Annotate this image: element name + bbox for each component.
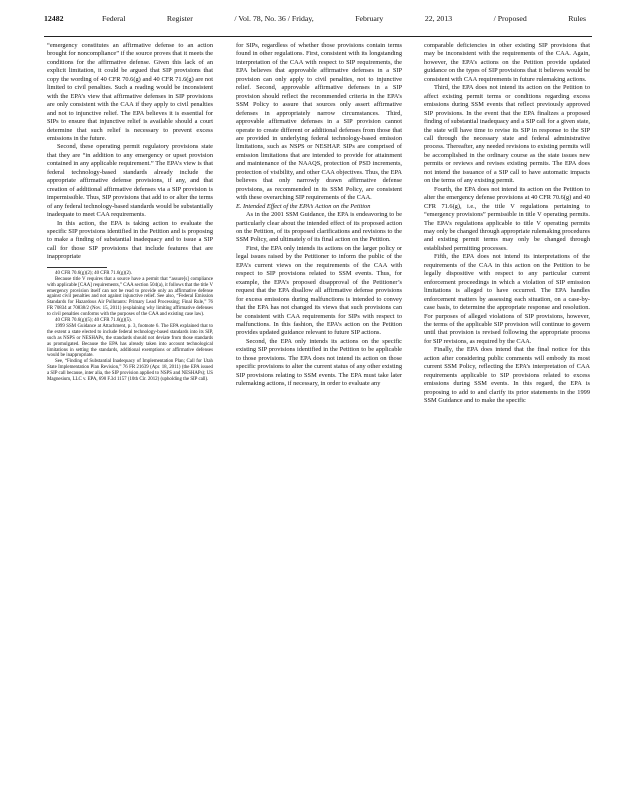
body-paragraph: Second, the EPA only intends its actions on the specific existing SIP provisions identified in the Petition to be applicable to those provisions. The EPA does not intend its action on those specific provisions to alter the current status of any other existing SIP provisions relating to SSM events. The EPA must take later rulemaking actions, if necessary, in order to evaluate any: [236, 337, 402, 388]
body-paragraph: comparable deficiencies in other existing SIP provisions that may be inconsistent with the requirements of the CAA. Again, however, the EPA’s actions on the Petition provide updated guidance on the types of SIP provisions that it believes would be consistent with CAA requirements in future rulemaking actions.: [424, 42, 590, 83]
footnote: 40 CFR 70.6(g)(2); 40 CFR 71.6(g)(2).: [55, 270, 132, 276]
column-2: [236, 42, 402, 389]
body-paragraph: In this action, the EPA is taking action to evaluate the specific SIP provisions identified in the Petition and is proposing to make a finding of substantial inadequacy and to issue a SIP call for those SIP provisions that include features that are inappropriate: [47, 219, 213, 261]
body-paragraph: Second, these operating permit regulatory provisions state that they are “in addition to any emergency or upset provision contained in any applicable requirement.” The EPA’s view is that federal technology-based standards already include the appropriate affirmative defense provisions, if any, and that creation of additional affirmative defenses via a SIP provision is impermissible. Thus, SIP provisions that add to or alter the terms of any federal technology-based standards would be substantially inadequate to meet CAA requirements.: [47, 143, 213, 219]
title-part: / Vol. 78, No. 36 / Friday,: [234, 14, 314, 23]
section-heading: E. Intended Effect of the EPA’s Action on the Petition: [236, 202, 371, 210]
column-1: [47, 42, 213, 383]
title-part: Federal: [102, 14, 126, 23]
body-paragraph: for SIPs, regardless of whether those provisions contain terms found in other regulations. First, consistent with its longstanding interpretation of the CAA with respect to SIP requirements, the EPA believes that approvable affirmative defenses in a SIP provision can only apply to civil penalties, not to injunctive relief. Second, approvable affirmative defenses in a SIP provision should reflect the recommended criteria in the EPA’s SSM Policy to assure that sources only assert affirmative defenses in appropriately narrow circumstances. Third, approvable affirmative defenses in a SIP provision cannot operate to create different or additional defenses from those that are provided in underlying federal technology-based emission limitations, such as NSPS or NESHAP. SIPs are comprised of emission limitations that are intended to provide for attainment and maintenance of the NAAQS, protection of PSD increments, protection of visibility, and other CAA objectives. Thus, the EPA believes that only narrowly drawn affirmative defense provisions, as recommended in its SSM Policy, are consistent with these overarching SIP requirements of the CAA.: [236, 42, 402, 202]
header-rule: [44, 36, 592, 37]
page-number: 12482: [44, 14, 64, 23]
title-part: / Proposed: [493, 14, 527, 23]
footnote: See, “Finding of Substantial Inadequacy of Implementation Plan; Call for Utah State Implementation Plan Revision,” 76 FR 21639 (Apr. 18, 2011) (the EPA issued a SIP call because, inter alia, the SIP provision applied to NSPS and NESHAPs); US Magnesium, LLC v. EPA, 690 F.3d 1157 (10th Cir. 2012) (upholding the SIP call).: [47, 359, 213, 383]
body-paragraph: First, the EPA only intends its actions on the larger policy or legal issues raised by the Petitioner to inform the public of the EPA’s current views on the requirements of the CAA with respect to SIP provisions related to SSM events. Thus, for example, the EPA’s proposed disapproval of the Petitioner’s request that the EPA disallow all affirmative defense provisions for excess emissions during malfunctions is intended to convey that the EPA has not changed its views that such provisions can be consistent with CAA requirements for SIPs with respect to malfunctions. In this fashion, the EPA’s action on the Petition provides updated guidance relevant to future SIP actions.: [236, 244, 402, 337]
column-3: [424, 42, 590, 405]
body-paragraph: “emergency constitutes an affirmative defense to an action brought for noncompliance” if the source proves that it meets the conditions for the affirmative defense. Given this lack of an explicit limitation, it could be argued that SIP provisions that copy the wording of 40 CFR 70.6(g) and 40 CFR 71.6(g) are not limited to civil penalties. Such a reading would be inconsistent with the EPA’s view that affirmative defenses in SIP provisions are only consistent with the CAA if they apply to civil penalties and not to injunctive relief. The EPA believes it is essential for SIPs to ensure that injunctive relief is available should a court determine that such relief is necessary to prevent excess emissions in the future.: [47, 42, 213, 142]
body-paragraph: Fifth, the EPA does not intend its interpretations of the requirements of the CAA in this action on the Petition to be legally dispositive with respect to any particular current enforcement proceedings in which a violation of SIP emission limitations is alleged to have occurred. The EPA handles enforcement matters by assessing each situation, on a case-by-case basis, to determine the appropriate response and resolution. For purposes of alleged violations of SIP provisions, however, the terms of the applicable SIP provision will continue to govern until that provision is revised following the appropriate process for SIP revisions, as required by the CAA.: [424, 253, 590, 345]
title-part: Register: [166, 14, 193, 23]
body-paragraph: As in the 2001 SSM Guidance, the EPA is endeavoring to be particularly clear about the intended effect of its proposed action on the Petition, of its proposed clarifications and revisions to the SSM Policy, and ultimately of its final action on the Petition.: [236, 211, 402, 244]
title-part: Rules: [568, 14, 586, 23]
footnote-rule: [47, 267, 107, 268]
page-header: [44, 14, 588, 36]
body-paragraph: Finally, the EPA does intend that the final notice for this action after considering public comments will embody its most current SSM Policy, reflecting the EPA’s interpretation of CAA requirements applicable to SIP provisions related to excess emissions during SSM events. In this regard, the EPA is proposing to add to and clarify its prior statements in the 1999 SSM Guidance and to make the specific: [424, 346, 590, 405]
title-part: February: [355, 14, 384, 23]
body-paragraph: Third, the EPA does not intend its action on the Petition to affect existing permit terms or conditions regarding excess emissions during SSM events that reflect previously approved SIP provisions. In the event that the EPA finalizes a proposed finding of substantial inadequacy and a SIP call for a given state, the state will have time to revise its SIP in response to the SIP call through the necessary state and federal administrative process. Thereafter, any needed revisions to existing permits will be accomplished in the ordinary course as the state issues new permits or reviews and revises existing permits. The EPA does not intend the issuance of a SIP call to have automatic impacts on the terms of any existing permit.: [424, 84, 590, 185]
footnote: 1999 SSM Guidance at Attachment, p. 3, footnote 6. The EPA explained that to the extent a state elected to include federal technology-based standards into its SIP, such as NSPS or NESHAPs, the standards should not deviate from those standards as promulgated. Because the EPA has already taken into account technological limitations in setting the standards, additional exemptions or affirmative defenses would be inappropriate.: [47, 323, 213, 359]
footnote: 40 CFR 70.6(g)(5); 40 CFR 71.6(g)(5).: [55, 318, 132, 324]
title-part: 22, 2013: [424, 14, 453, 23]
body-paragraph: Fourth, the EPA does not intend its action on the Petition to alter the emergency defense provisions at 40 CFR 70.6(g) and 40 CFR 71.6(g), i.e., the title V regulations pertaining to “emergency provisions” permissible in title V operating permits. The EPA’s regulations applicable to title V operating permits may only be changed through appropriate rulemaking procedures and existing permit terms may only be changed through established permitting processes.: [424, 185, 590, 252]
footnote: Because title V requires that a source have a permit that “assure[s] compliance with applicable [CAA] requirements,” CAA section 504(a), it follows that the title V emergency provision itself can not be read to provide only an affirmative defense against civil penalties and not against injunctive relief. See also, “Federal Emission Standards for Hazardous Air Pollutants: Primary Lead Processing; Final Rule,” 76 FR 70834 at 70838/2 (Nov. 15, 2011) (explaining why limiting affirmative defenses to civil penalties conforms with the purposes of the CAA and existing case law).: [47, 276, 213, 318]
running-title: [102, 14, 588, 23]
